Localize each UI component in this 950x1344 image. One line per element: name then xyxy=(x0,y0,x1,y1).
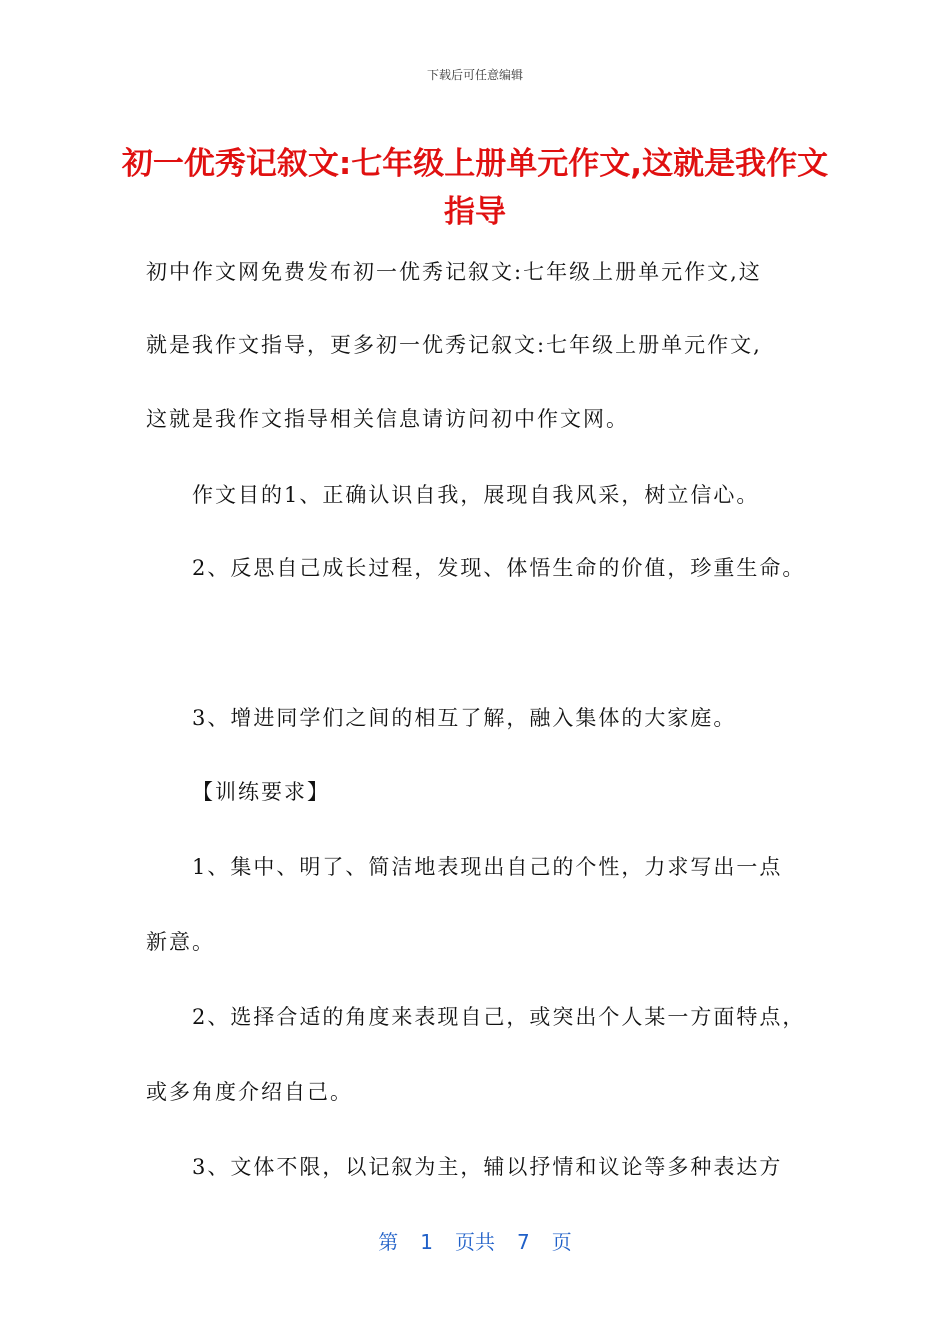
paragraph-line: 2、选择合适的角度来表现自己，或突出个人某一方面特点， xyxy=(192,1005,806,1029)
paragraph-line: 或多角度介绍自己。 xyxy=(146,1080,353,1104)
paragraph-line: 新意。 xyxy=(146,930,215,954)
footer-suffix: 页 xyxy=(551,1230,572,1254)
paragraph-line: 3、文体不限，以记叙为主，辅以抒情和议论等多种表达方 xyxy=(192,1155,783,1179)
paragraph-line: 初中作文网免费发布初一优秀记叙文:七年级上册单元作文,这 xyxy=(146,260,762,284)
paragraph-line: 1、集中、明了、简洁地表现出自己的个性，力求写出一点 xyxy=(192,855,783,879)
paragraph-line: 就是我作文指导，更多初一优秀记叙文:七年级上册单元作文, xyxy=(146,333,762,357)
paragraph-line: 这就是我作文指导相关信息请访问初中作文网。 xyxy=(146,407,629,431)
page-title: 初一优秀记叙文:七年级上册单元作文,这就是我作文指导 xyxy=(121,146,829,230)
paragraph-line: 作文目的1、正确认识自我，展现自我风采，树立信心。 xyxy=(192,483,760,507)
page-footer xyxy=(0,1226,950,1255)
footer-current-page: 1 xyxy=(420,1230,433,1254)
footer-middle: 页共 xyxy=(455,1230,495,1254)
paragraph-line: 3、增进同学们之间的相互了解，融入集体的大家庭。 xyxy=(192,706,737,730)
section-heading: 【训练要求】 xyxy=(192,780,330,804)
footer-prefix: 第 xyxy=(378,1230,399,1254)
header-note: 下载后可任意编辑 xyxy=(426,68,523,82)
paragraph-line: 2、反思自己成长过程，发现、体悟生命的价值，珍重生命。 xyxy=(192,556,806,580)
footer-total-pages: 7 xyxy=(517,1230,530,1254)
